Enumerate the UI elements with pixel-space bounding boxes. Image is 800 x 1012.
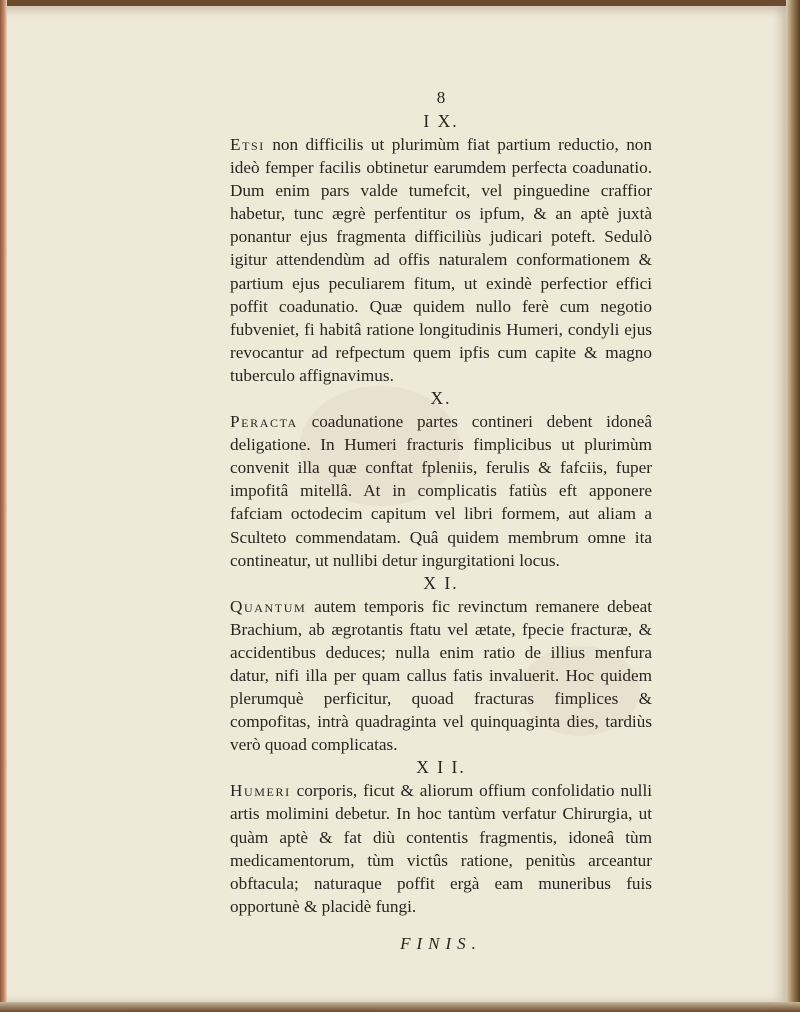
page-edge-left bbox=[0, 0, 7, 1012]
section-heading: I X. bbox=[423, 111, 459, 131]
paragraph-text: corporis, ficut & aliorum offium confolidatio nulli artis molimini debetur. In hoc tantùm verfatur Chirurgia, ut quàm aptè & fat diù contentis fragmentis, idoneâ tùm medicamentorum, tùm victûs ratione, penitùs arceantur obftacula; naturaque poffit ergà eam muneribus fuis opportunè & placidè fungi. bbox=[230, 781, 652, 916]
page-number: 8 bbox=[436, 88, 446, 107]
page-edge-bottom bbox=[0, 1002, 800, 1012]
lead-word: Quantum bbox=[230, 596, 307, 616]
book-page bbox=[0, 6, 786, 1002]
section-paragraph bbox=[230, 595, 652, 757]
page-edge-right bbox=[786, 0, 800, 1012]
finis-text: FINIS. bbox=[400, 933, 482, 953]
paragraph-text: coadunatione partes contineri debent idoneâ deligatione. In Humeri fracturis fimplicibus ut plurimùm convenit illa quæ conftat fpleniis, ferulis & fafciis, fuper impofitâ mitellâ. At in complicatis fatiùs eft apponere fafciam octodecim capitum vel libri formem, aut aliam a Sculteto commendatam. Quâ quidem membrum omne ita contineatur, ut nullibi detur ingurgitationi locus. bbox=[230, 412, 652, 570]
lead-word: Peracta bbox=[230, 412, 298, 432]
section-paragraph bbox=[230, 779, 652, 918]
section-paragraph bbox=[230, 410, 652, 572]
lead-word: Etsi bbox=[230, 135, 265, 154]
text-block bbox=[230, 88, 652, 955]
section-paragraph bbox=[230, 133, 652, 387]
section-heading: X I. bbox=[423, 572, 459, 593]
section-heading: X. bbox=[430, 388, 452, 409]
lead-word: Humeri bbox=[230, 781, 291, 801]
section-heading: X I I. bbox=[416, 757, 466, 778]
paragraph-text: non difficilis ut plurimùm fiat partium reductio, non ideò femper facilis obtinetur earumdem perfecta coadunatio. Dum enim pars valde tumefcit, vel pinguedine craffior habetur, tunc ægrè perfentitur os ipfum, & an aptè juxtà ponantur ejus fragmenta difficiliùs judicari poteft. Sedulò igitur attendendùm ad offis naturalem conformationem & partium ejus peculiarem fitum, ut exindè perfectior effici poffit coadunatio. Quæ quidem nullo ferè cum negotio fubveniet, fi habitâ ratione longitudinis Humeri, condyli ejus revocantur ad refpectum quem ipfis cum capite & magno tuberculo affignavimus. bbox=[230, 135, 652, 385]
paragraph-text: autem temporis fic revinctum remanere debeat Brachium, ab ægrotantis ftatu vel ætate, fpecie fracturæ, & accidentibus deduces; nulla enim ratio de illius menfura datur, nifi illa per quam callus fatis invaluerit. Hoc quidem plerumquè perficitur, quoad fracturas fimplices & compofitas, intrà quadraginta vel quinquaginta dies, tardiùs verò quoad complicatas. bbox=[230, 596, 652, 755]
